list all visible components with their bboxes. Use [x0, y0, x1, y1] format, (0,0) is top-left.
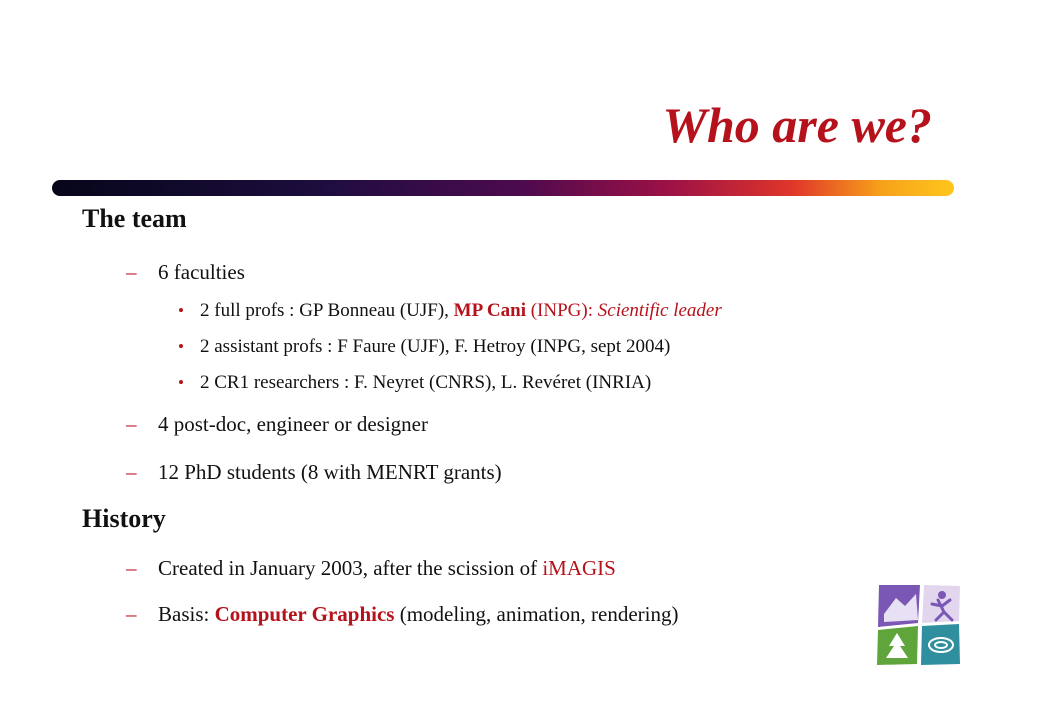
assistant-profs-text: 2 assistant profs : F Faure (UJF), F. Hetroy (INPG, sept 2004)	[200, 336, 671, 357]
dash-bullet: –	[126, 602, 137, 626]
faculties-item	[126, 260, 245, 285]
leader-affiliation: (INPG):	[525, 300, 598, 321]
history-heading: History	[82, 504, 166, 533]
phd-item	[126, 460, 502, 485]
leader-role: Scientific leader	[597, 300, 722, 321]
dash-bullet: –	[126, 412, 137, 436]
faculties-text: 6 faculties	[158, 260, 245, 284]
basis-suffix: (modeling, animation, rendering)	[394, 602, 679, 626]
dot-bullet: •	[178, 337, 184, 356]
basis-label: Basis:	[158, 602, 215, 626]
cr1-researchers-text: 2 CR1 researchers : F. Neyret (CNRS), L. Revéret (INRIA)	[200, 372, 652, 393]
basis-topic: Computer Graphics	[214, 602, 395, 626]
full-profs-item	[178, 300, 722, 322]
postdoc-text: 4 post-doc, engineer or designer	[158, 412, 428, 436]
dash-bullet: –	[126, 460, 137, 484]
basis-item	[126, 602, 678, 627]
postdoc-item	[126, 412, 428, 437]
leader-name: MP Cani	[453, 300, 526, 321]
team-heading: The team	[82, 204, 187, 233]
cr1-researchers-item	[178, 372, 651, 394]
dash-bullet: –	[126, 260, 137, 284]
assistant-profs-item	[178, 336, 670, 358]
dot-bullet: •	[178, 373, 184, 392]
team-logo-icon	[876, 582, 962, 666]
phd-text: 12 PhD students (8 with MENRT grants)	[158, 460, 502, 484]
created-item	[126, 556, 616, 581]
dash-bullet: –	[126, 556, 137, 580]
imagis-name: iMAGIS	[542, 556, 616, 580]
full-profs-text: 2 full profs : GP Bonneau (UJF),	[200, 300, 454, 321]
created-text: Created in January 2003, after the scission of	[158, 556, 543, 580]
title-gradient-rule	[52, 180, 954, 196]
slide-title: Who are we?	[662, 97, 932, 153]
dot-bullet: •	[178, 301, 184, 320]
